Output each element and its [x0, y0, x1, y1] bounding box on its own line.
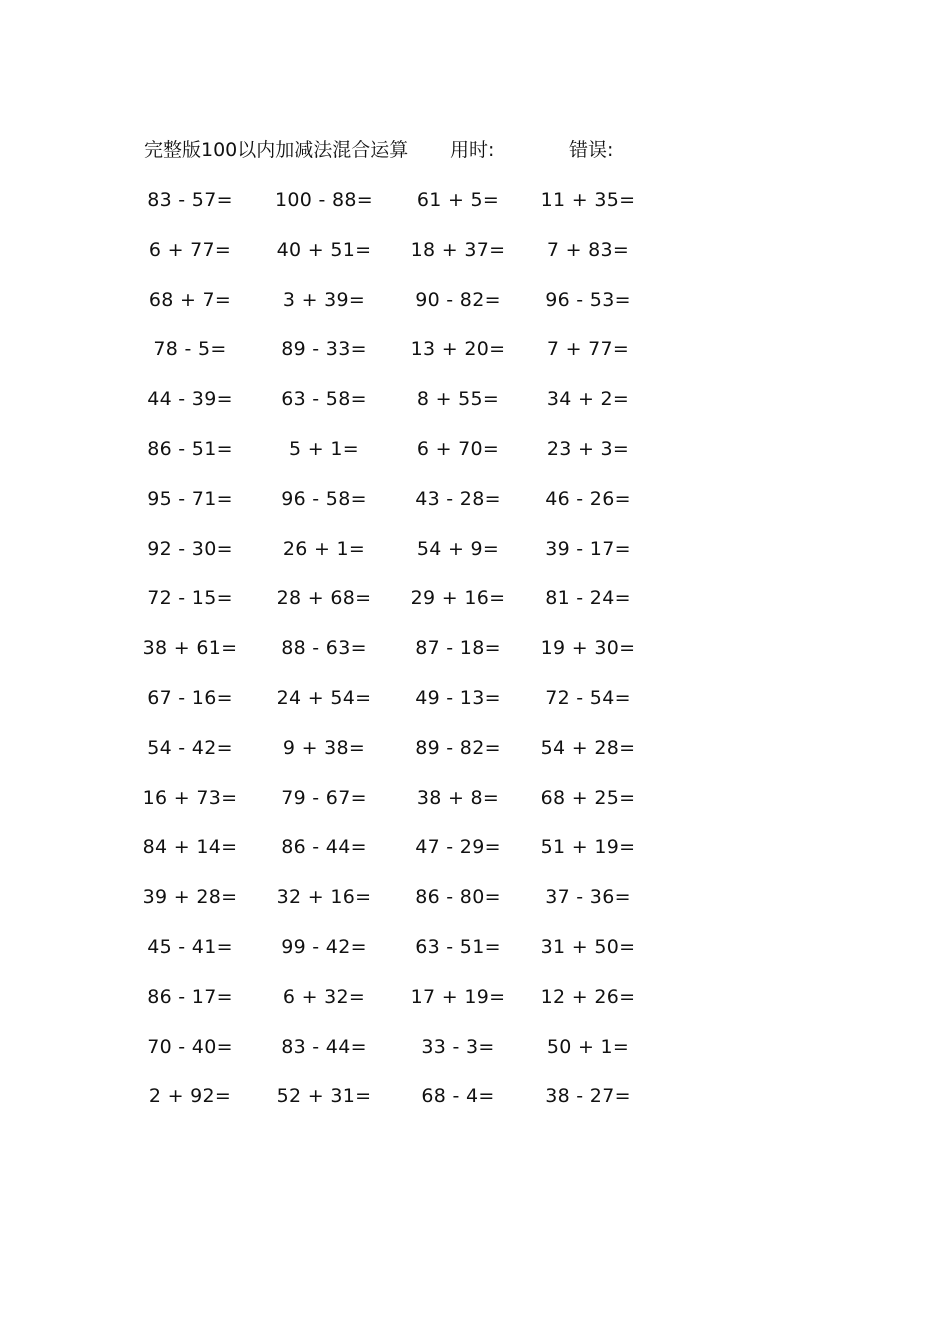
math-problem: 47 - 29= [415, 836, 501, 858]
math-problem: 6 + 32= [282, 986, 366, 1008]
math-problem: 26 + 1= [282, 538, 366, 560]
math-problem: 38 - 27= [545, 1085, 631, 1107]
worksheet-title: 完整版100以内加减法混合运算 [144, 139, 409, 161]
math-problem: 45 - 41= [147, 936, 233, 958]
math-problem: 68 + 7= [148, 289, 232, 311]
math-problem: 100 - 88= [275, 189, 373, 211]
math-problem: 84 + 14= [142, 836, 238, 858]
math-problem: 11 + 35= [540, 189, 636, 211]
math-problem: 89 - 33= [281, 338, 367, 360]
math-problem: 63 - 51= [415, 936, 501, 958]
math-problem: 68 - 4= [421, 1085, 495, 1107]
math-problem: 43 - 28= [415, 488, 501, 510]
math-problem: 49 - 13= [415, 687, 501, 709]
math-problem: 39 + 28= [142, 886, 238, 908]
math-problem: 96 - 53= [545, 289, 631, 311]
math-problem: 86 - 17= [147, 986, 233, 1008]
math-problem: 70 - 40= [147, 1036, 233, 1058]
math-problem: 9 + 38= [282, 737, 366, 759]
math-problem: 83 - 57= [147, 189, 233, 211]
error-label: 错误: [569, 139, 614, 161]
time-label: 用时: [450, 139, 495, 161]
math-problem: 7 + 77= [546, 338, 630, 360]
math-problem: 34 + 2= [546, 388, 630, 410]
math-problem: 24 + 54= [276, 687, 372, 709]
math-problem: 96 - 58= [281, 488, 367, 510]
math-problem: 39 - 17= [545, 538, 631, 560]
math-problem: 86 - 80= [415, 886, 501, 908]
math-problem: 68 + 25= [540, 787, 636, 809]
math-problem: 29 + 16= [410, 587, 506, 609]
math-problem: 51 + 19= [540, 836, 636, 858]
math-problem: 54 + 28= [540, 737, 636, 759]
math-problem: 31 + 50= [540, 936, 636, 958]
math-problem: 86 - 51= [147, 438, 233, 460]
math-problem: 86 - 44= [281, 836, 367, 858]
math-problem: 89 - 82= [415, 737, 501, 759]
math-problem: 6 + 77= [148, 239, 232, 261]
math-problem: 54 - 42= [147, 737, 233, 759]
math-problem: 67 - 16= [147, 687, 233, 709]
math-problem: 50 + 1= [546, 1036, 630, 1058]
math-problem: 44 - 39= [147, 388, 233, 410]
math-problem: 83 - 44= [281, 1036, 367, 1058]
math-problem: 8 + 55= [416, 388, 500, 410]
math-problem: 72 - 15= [147, 587, 233, 609]
math-problem: 32 + 16= [276, 886, 372, 908]
math-problem: 61 + 5= [416, 189, 500, 211]
math-problem: 23 + 3= [546, 438, 630, 460]
math-problem: 28 + 68= [276, 587, 372, 609]
math-problem: 38 + 61= [142, 637, 238, 659]
math-problem: 38 + 8= [416, 787, 500, 809]
math-problem: 54 + 9= [416, 538, 500, 560]
math-problem: 19 + 30= [540, 637, 636, 659]
math-problem: 16 + 73= [142, 787, 238, 809]
math-problem: 90 - 82= [415, 289, 501, 311]
math-problem: 79 - 67= [281, 787, 367, 809]
math-problem: 92 - 30= [147, 538, 233, 560]
math-problem: 13 + 20= [410, 338, 506, 360]
math-problem: 95 - 71= [147, 488, 233, 510]
math-problem: 88 - 63= [281, 637, 367, 659]
math-problem: 46 - 26= [545, 488, 631, 510]
math-problem: 99 - 42= [281, 936, 367, 958]
math-problem: 2 + 92= [148, 1085, 232, 1107]
math-problem: 78 - 5= [153, 338, 227, 360]
math-problem: 81 - 24= [545, 587, 631, 609]
math-problem: 18 + 37= [410, 239, 506, 261]
math-problem: 6 + 70= [416, 438, 500, 460]
math-problem: 12 + 26= [540, 986, 636, 1008]
math-problem: 7 + 83= [546, 239, 630, 261]
math-problem: 52 + 31= [276, 1085, 372, 1107]
math-problem: 72 - 54= [545, 687, 631, 709]
math-problem: 87 - 18= [415, 637, 501, 659]
math-problem: 33 - 3= [421, 1036, 495, 1058]
math-problem: 5 + 1= [289, 438, 359, 460]
math-problem: 63 - 58= [281, 388, 367, 410]
math-problem: 17 + 19= [410, 986, 506, 1008]
math-problem: 40 + 51= [276, 239, 372, 261]
math-problem: 3 + 39= [282, 289, 366, 311]
math-problem: 37 - 36= [545, 886, 631, 908]
